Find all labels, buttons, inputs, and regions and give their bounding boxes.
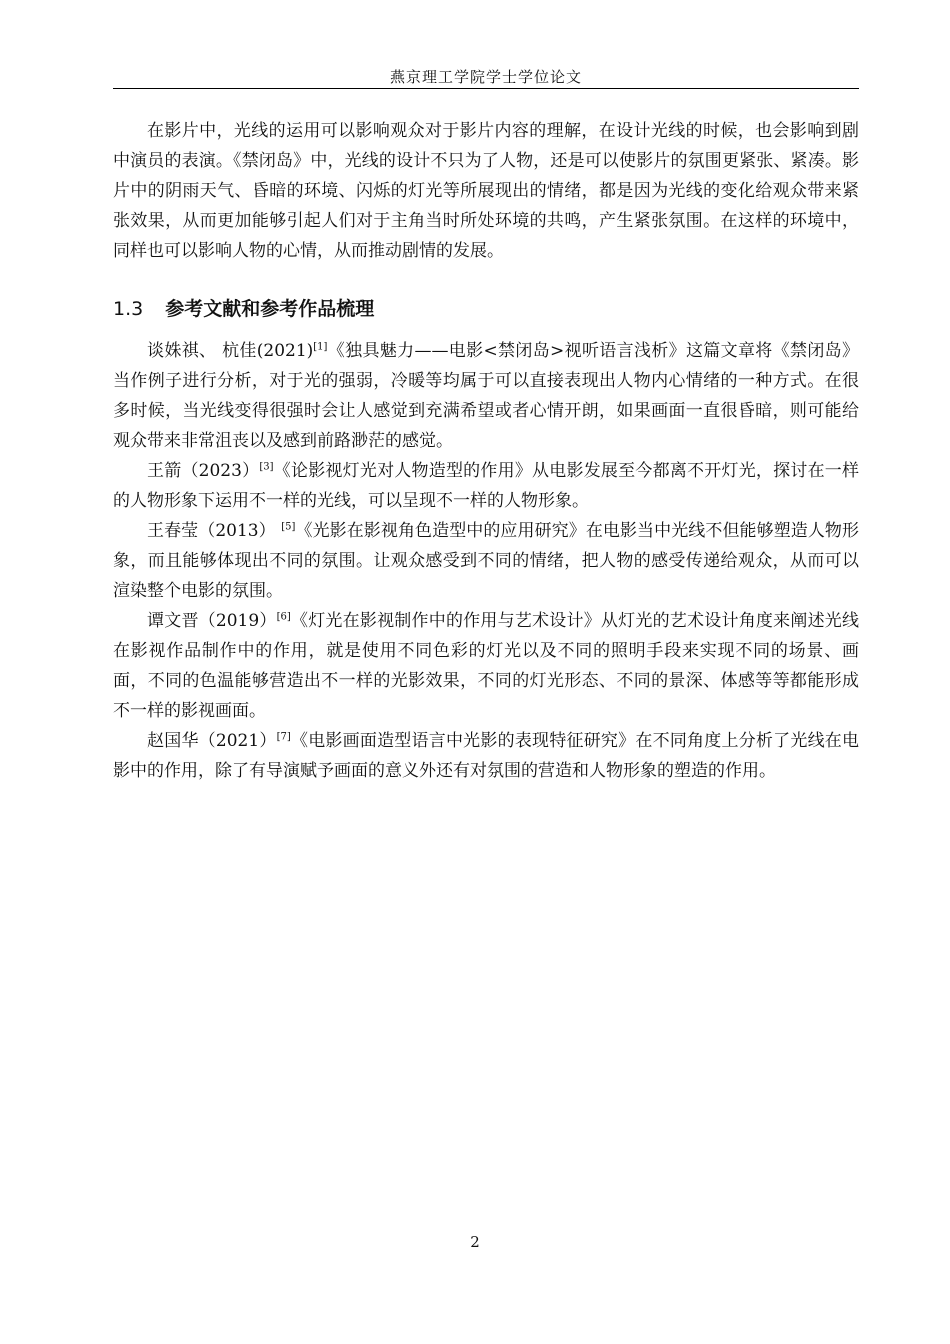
header-rule <box>113 88 859 89</box>
reference-author: 谈姝祺、 杭佳(2021) <box>147 341 314 361</box>
running-header: 燕京理工学院学士学位论文 <box>389 68 582 86</box>
section-title: 参考文献和参考作品梳理 <box>165 298 375 320</box>
reference-body: 《论影视灯光对人物造型的作用》从电影发展至今都离不开灯光，探讨在一样的人物形象下运用不一样的光线，可以呈现不一样的人物形象。 <box>113 461 860 511</box>
reference-paragraph <box>113 336 859 456</box>
section-heading <box>113 294 859 324</box>
citation-marker: [6] <box>276 611 291 623</box>
citation-marker: [7] <box>276 731 291 743</box>
reference-body: 《电影画面造型语言中光影的表现特征研究》在不同角度上分析了光线在电影中的作用，除了有导演赋予画面的意义外还有对氛围的营造和人物形象的塑造的作用。 <box>113 731 860 781</box>
intro-paragraph: 在影片中，光线的运用可以影响观众对于影片内容的理解，在设计光线的时候，也会影响到剧中演员的表演。《禁闭岛》中，光线的设计不只为了人物，还是可以使影片的氛围更紧张、紧凑。影片中的阴雨天气、昏暗的环境、闪烁的灯光等所展现出的情绪，都是因为光线的变化给观众带来紧张效果，从而更加能够引起人们对于主角当时所处环境的共鸣，产生紧张氛围。在这样的环境中，同样也可以影响人物的心情，从而推动剧情的发展。 <box>113 121 859 261</box>
reference-body: 《灯光在影视制作中的作用与艺术设计》从灯光的艺术设计角度来阐述光线在影视作品制作中的作用，就是使用不同色彩的灯光以及不同的照明手段来实现不同的场景、画面，不同的色温能够营造出不一样的光影效果，不同的灯光形态、不同的景深、体感等等都能形成不一样的影视画面。 <box>113 611 860 721</box>
reference-author: 谭文晋（2019） <box>147 611 277 631</box>
reference-body: 《独具魅力——电影<禁闭岛>视听语言浅析》这篇文章将《禁闭岛》当作例子进行分析，对于光的强弱，冷暖等均属于可以直接表现出人物内心情绪的一种方式。在很多时候，当光线变得很强时会让人感觉到充满希望或者心情开朗，如果画面一直很昏暗，则可能给观众带来非常沮丧以及感到前路渺茫的感觉。 <box>113 341 859 451</box>
reference-author: 王春莹（2013） <box>147 521 282 541</box>
citation-marker: [3] <box>259 461 274 473</box>
reference-author: 王箭（2023） <box>147 461 260 481</box>
reference-body: 《光影在影视角色造型中的应用研究》在电影当中光线不但能够塑造人物形象，而且能够体现出不同的氛围。让观众感受到不同的情绪，把人物的感受传递给观众，从而可以渲染整个电影的氛围。 <box>113 521 860 601</box>
section-number: 1.3 <box>113 298 144 320</box>
reference-paragraph <box>113 726 859 786</box>
page-body <box>113 116 859 786</box>
reference-author: 赵国华（2021） <box>147 731 277 751</box>
citation-marker: [5] <box>281 521 296 533</box>
page-number: 2 <box>470 1233 480 1251</box>
reference-paragraph <box>113 456 859 516</box>
citation-marker: [1] <box>313 341 328 353</box>
reference-paragraph <box>113 516 859 606</box>
reference-paragraph <box>113 606 859 726</box>
